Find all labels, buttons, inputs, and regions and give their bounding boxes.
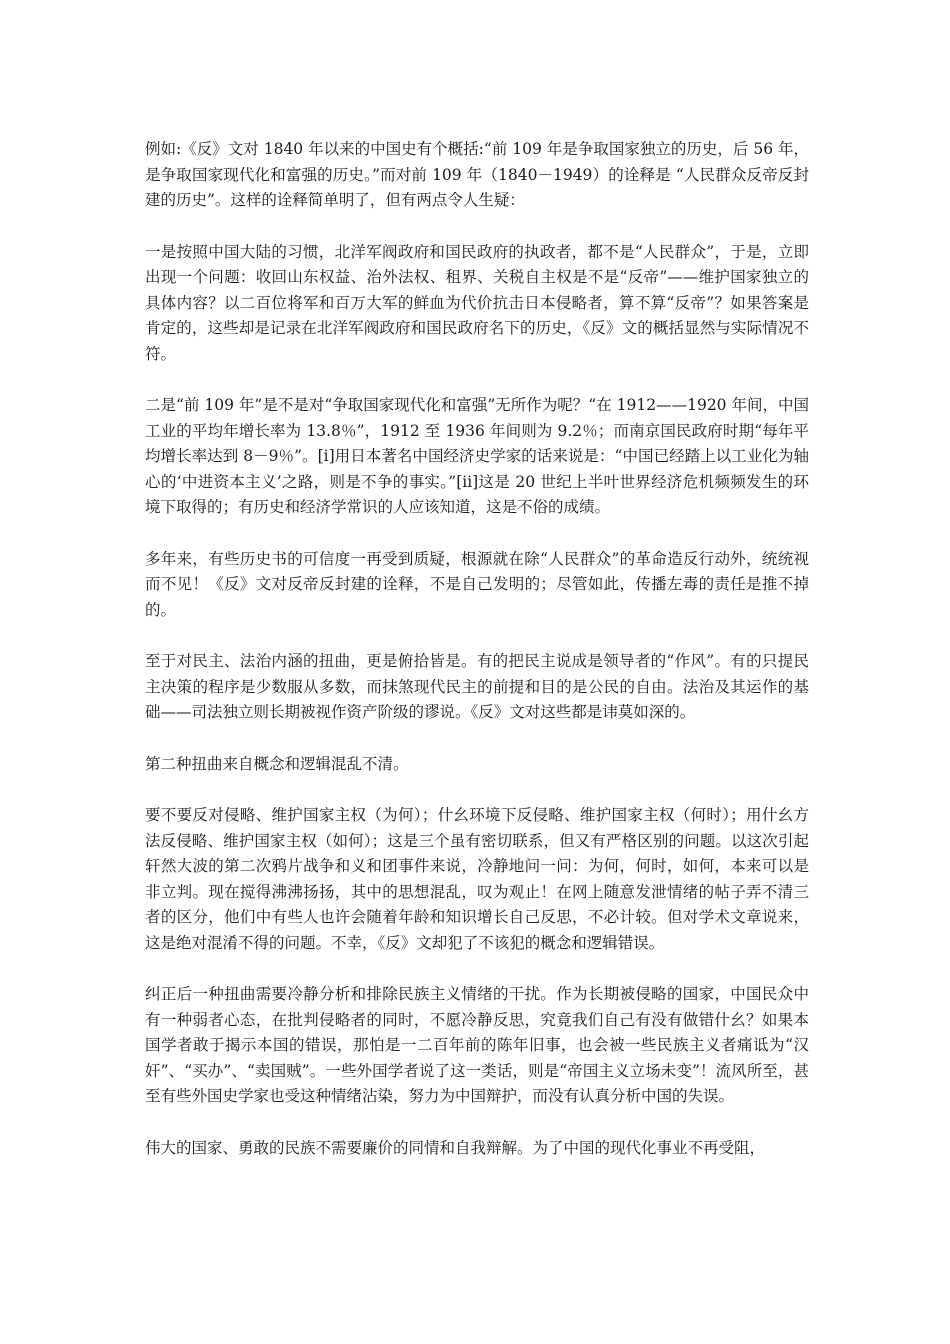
paragraph-4: 多年来，有些历史书的可信度一再受到质疑，根源就在除“人民群众”的革命造反行动外，统统视而不见！《反》文对反帝反封建的诠释，不是自己发明的；尽管如此，传播左毒的责任是推不掉的。 — [145, 549, 809, 619]
paragraph-7: 要不要反对侵略、维护国家主权（为何）；什幺环境下反侵略、维护国家主权（何时）；用什幺方法反侵略、维护国家主权（如何）；这是三个虽有密切联系，但又有严格区别的问题。以这次引起轩然大波的第二次鸦片战争和义和团事件来说，冷静地问一问：为何，何时，如何，本来可以是非立判。现在搅得沸沸扬扬，其中的思想混乱，叹为观止！在网上随意发泄情绪的帖子弄不清三者的区分，他们中有些人也许会随着年龄和知识增长自己反思，不必计较。但对学术文章说来，这是绝对混淆不得的问题。不幸，《反》文却犯了不该犯的概念和逻辑错误。 — [145, 806, 809, 952]
paragraph-5: 至于对民主、法治内涵的扭曲，更是俯拾皆是。有的把民主说成是领导者的“作风”。有的只提民主决策的程序是少数服从多数，而抹煞现代民主的前提和目的是公民的自由。法治及其运作的基础——司法独立则长期被视作资产阶级的谬说。《反》文对这些都是讳莫如深的。 — [145, 652, 809, 721]
paragraph-6: 第二种扭曲来自概念和逻辑混乱不清。 — [145, 754, 409, 773]
paragraph-1: 例如:《反》文对 1840 年以来的中国史有个概括:“前 109 年是争取国家独立的历史，后 56 年，是争取国家现代化和富强的历史。”而对前 109 年（1840－1949）的诠释是 “人民群众反帝反封建的历史”。这样的诠释简单明了，但有两点令人生疑： — [145, 140, 809, 209]
document-body — [145, 137, 809, 1187]
paragraph-8: 纠正后一种扭曲需要冷静分析和排除民族主义情绪的干扰。作为长期被侵略的国家，中国民众中有一种弱者心态，在批判侵略者的同时，不愿冷静反思，究竟我们自己有没有做错什幺？如果本国学者敢于揭示本国的错误，那怕是一二百年前的陈年旧事，也会被一些民族主义者痛诋为“汉奸”、“买办”、“卖国贼”。一些外国学者说了这一类话，则是“帝国主义立场未变”！流风所至，甚至有些外国史学家也受这种情绪沾染，努力为中国辩护，而没有认真分析中国的失误。 — [145, 985, 809, 1105]
paragraph-9: 伟大的国家、勇敢的民族不需要廉价的同情和自我辩解。为了中国的现代化事业不再受阻， — [145, 1138, 766, 1157]
paragraph-2: 一是按照中国大陆的习惯，北洋军阀政府和国民政府的执政者，都不是“人民群众”，于是，立即出现一个问题：收回山东权益、治外法权、租界、关税自主权是不是“反帝”——维护国家独立的具体内容？以二百位将军和百万大军的鲜血为代价抗击日本侵略者，算不算“反帝”？如果答案是肯定的，这些却是记录在北洋军阀政府和国民政府名下的历史，《反》文的概括显然与实际情况不符。 — [145, 242, 809, 363]
paragraph-3: 二是“前 109 年”是不是对“争取国家现代化和富强”无所作为呢？“在 1912——1920 年间，中国工业的平均年增长率为 13.8％”，1912 至 1936 年间则为 9.2％；而南京国民政府时期“每年平均增长率达到 8－9％”。[i]用日本著名中国经济史学家的话来说是：“中国已经踏上以工业化为轴心的‘中进资本主义’之路，则是不争的事实。”[ii]这是 20 世纪上半叶世界经济危机频频发生的环境下取得的；有历史和经济学常识的人应该知道，这是不俗的成绩。 — [145, 396, 809, 516]
